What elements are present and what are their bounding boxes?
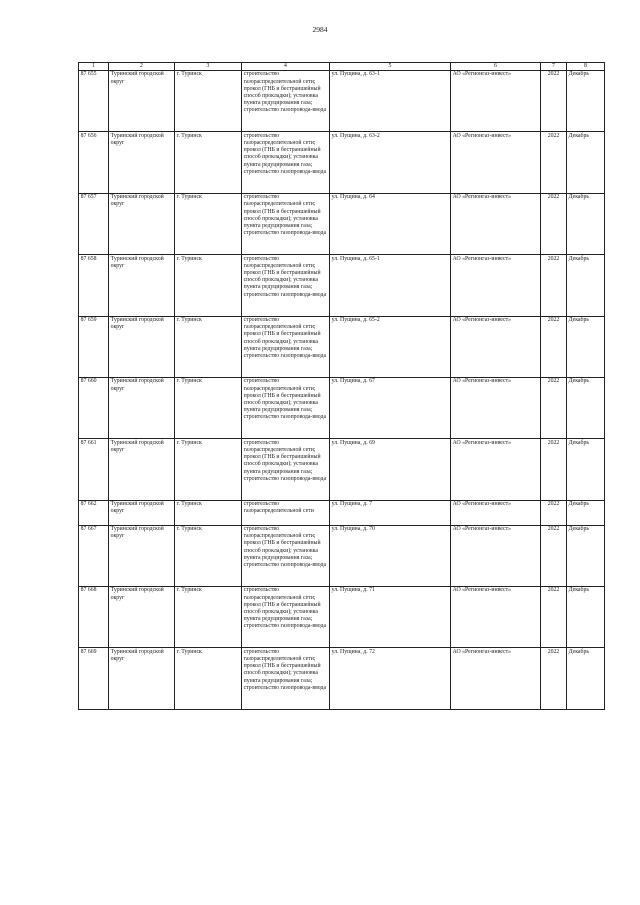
column-header: 6 <box>451 63 541 71</box>
table-row <box>79 500 605 525</box>
work-type-cell: строительство газораспределительной сети <box>242 500 330 525</box>
work-type-cell: строительство газораспределительной сети; прокол (ГНБ и бестраншейный способ прокладки); установка пункта редуцирования газа; строительство газопровода-ввода <box>242 648 330 709</box>
address-cell: ул. Пущина, д. 63-2 <box>330 132 451 193</box>
table-row <box>79 193 605 254</box>
district-cell: Туринский городской округ <box>109 500 175 525</box>
column-header: 1 <box>79 63 109 71</box>
work-type-cell: строительство газораспределительной сети; прокол (ГНБ и бестраншейный способ прокладки); установка пункта редуцирования газа; строительство газопровода-ввода <box>242 377 330 438</box>
organization-cell: АО «Регионгаз-инвест» <box>451 500 541 525</box>
locality-cell: г. Туринск <box>175 500 242 525</box>
locality-cell: г. Туринск <box>175 377 242 438</box>
address-cell: ул. Пущина, д. 67 <box>330 377 451 438</box>
organization-cell: АО «Регионгаз-инвест» <box>451 648 541 709</box>
month-cell: Декабрь <box>567 71 605 132</box>
year-cell: 2022 <box>541 377 567 438</box>
district-cell: Туринский городской округ <box>109 377 175 438</box>
locality-cell: г. Туринск <box>175 132 242 193</box>
address-cell: ул. Пущина, д. 69 <box>330 439 451 500</box>
table-row <box>79 648 605 709</box>
work-type-cell: строительство газораспределительной сети; прокол (ГНБ и бестраншейный способ прокладки); установка пункта редуцирования газа; строительство газопровода-ввода <box>242 71 330 132</box>
column-header: 2 <box>109 63 175 71</box>
table-row <box>79 439 605 500</box>
table-row <box>79 255 605 316</box>
address-cell: ул. Пущина, д. 65-1 <box>330 255 451 316</box>
work-type-cell: строительство газораспределительной сети; прокол (ГНБ и бестраншейный способ прокладки); установка пункта редуцирования газа; строительство газопровода-ввода <box>242 439 330 500</box>
registry-table <box>78 62 605 710</box>
row-number-cell: 87 655 <box>79 71 109 132</box>
address-cell: ул. Пущина, д. 70 <box>330 525 451 586</box>
district-cell: Туринский городской округ <box>109 316 175 377</box>
year-cell: 2022 <box>541 525 567 586</box>
column-header: 7 <box>541 63 567 71</box>
month-cell: Декабрь <box>567 193 605 254</box>
address-cell: ул. Пущина, д. 63-1 <box>330 71 451 132</box>
organization-cell: АО «Регионгаз-инвест» <box>451 439 541 500</box>
locality-cell: г. Туринск <box>175 648 242 709</box>
row-number-cell: 87 669 <box>79 648 109 709</box>
district-cell: Туринский городской округ <box>109 648 175 709</box>
month-cell: Декабрь <box>567 648 605 709</box>
work-type-cell: строительство газораспределительной сети; прокол (ГНБ и бестраншейный способ прокладки); установка пункта редуцирования газа; строительство газопровода-ввода <box>242 132 330 193</box>
month-cell: Декабрь <box>567 255 605 316</box>
locality-cell: г. Туринск <box>175 587 242 648</box>
row-number-cell: 87 656 <box>79 132 109 193</box>
organization-cell: АО «Регионгаз-инвест» <box>451 255 541 316</box>
month-cell: Декабрь <box>567 132 605 193</box>
table-row <box>79 71 605 132</box>
locality-cell: г. Туринск <box>175 255 242 316</box>
column-header: 4 <box>242 63 330 71</box>
year-cell: 2022 <box>541 439 567 500</box>
district-cell: Туринский городской округ <box>109 525 175 586</box>
table-row <box>79 316 605 377</box>
month-cell: Декабрь <box>567 525 605 586</box>
table-body <box>79 71 605 710</box>
month-cell: Декабрь <box>567 587 605 648</box>
table-row <box>79 587 605 648</box>
work-type-cell: строительство газораспределительной сети; прокол (ГНБ и бестраншейный способ прокладки); установка пункта редуцирования газа; строительство газопровода-ввода <box>242 587 330 648</box>
column-header: 3 <box>175 63 242 71</box>
row-number-cell: 87 659 <box>79 316 109 377</box>
work-type-cell: строительство газораспределительной сети; прокол (ГНБ и бестраншейный способ прокладки); установка пункта редуцирования газа; строительство газопровода-ввода <box>242 255 330 316</box>
organization-cell: АО «Регионгаз-инвест» <box>451 193 541 254</box>
year-cell: 2022 <box>541 316 567 377</box>
locality-cell: г. Туринск <box>175 439 242 500</box>
organization-cell: АО «Регионгаз-инвест» <box>451 525 541 586</box>
locality-cell: г. Туринск <box>175 193 242 254</box>
month-cell: Декабрь <box>567 377 605 438</box>
row-number-cell: 87 667 <box>79 525 109 586</box>
address-cell: ул. Пущина, д. 72 <box>330 648 451 709</box>
month-cell: Декабрь <box>567 316 605 377</box>
district-cell: Туринский городской округ <box>109 193 175 254</box>
year-cell: 2022 <box>541 71 567 132</box>
row-number-cell: 87 657 <box>79 193 109 254</box>
column-header: 5 <box>330 63 451 71</box>
year-cell: 2022 <box>541 132 567 193</box>
address-cell: ул. Пущина, д. 64 <box>330 193 451 254</box>
year-cell: 2022 <box>541 255 567 316</box>
district-cell: Туринский городской округ <box>109 71 175 132</box>
organization-cell: АО «Регионгаз-инвест» <box>451 377 541 438</box>
address-cell: ул. Пущина, д. 65-2 <box>330 316 451 377</box>
month-cell: Декабрь <box>567 500 605 525</box>
address-cell: ул. Пущина, д. 71 <box>330 587 451 648</box>
district-cell: Туринский городской округ <box>109 132 175 193</box>
work-type-cell: строительство газораспределительной сети; прокол (ГНБ и бестраншейный способ прокладки); установка пункта редуцирования газа; строительство газопровода-ввода <box>242 316 330 377</box>
organization-cell: АО «Регионгаз-инвест» <box>451 71 541 132</box>
row-number-cell: 87 661 <box>79 439 109 500</box>
district-cell: Туринский городской округ <box>109 255 175 316</box>
year-cell: 2022 <box>541 648 567 709</box>
district-cell: Туринский городской округ <box>109 439 175 500</box>
locality-cell: г. Туринск <box>175 525 242 586</box>
table-row <box>79 132 605 193</box>
column-number-row <box>79 63 605 71</box>
locality-cell: г. Туринск <box>175 71 242 132</box>
row-number-cell: 87 668 <box>79 587 109 648</box>
row-number-cell: 87 660 <box>79 377 109 438</box>
address-cell: ул. Пущина, д. 7 <box>330 500 451 525</box>
table-row <box>79 525 605 586</box>
year-cell: 2022 <box>541 587 567 648</box>
year-cell: 2022 <box>541 193 567 254</box>
table-header <box>79 63 605 71</box>
work-type-cell: строительство газораспределительной сети; прокол (ГНБ и бестраншейный способ прокладки); установка пункта редуцирования газа; строительство газопровода-ввода <box>242 525 330 586</box>
year-cell: 2022 <box>541 500 567 525</box>
organization-cell: АО «Регионгаз-инвест» <box>451 316 541 377</box>
locality-cell: г. Туринск <box>175 316 242 377</box>
page-number: 2984 <box>312 25 328 34</box>
work-type-cell: строительство газораспределительной сети; прокол (ГНБ и бестраншейный способ прокладки); установка пункта редуцирования газа; строительство газопровода-ввода <box>242 193 330 254</box>
district-cell: Туринский городской округ <box>109 587 175 648</box>
column-header: 8 <box>567 63 605 71</box>
table-row <box>79 377 605 438</box>
row-number-cell: 87 658 <box>79 255 109 316</box>
row-number-cell: 87 662 <box>79 500 109 525</box>
organization-cell: АО «Регионгаз-инвест» <box>451 132 541 193</box>
organization-cell: АО «Регионгаз-инвест» <box>451 587 541 648</box>
month-cell: Декабрь <box>567 439 605 500</box>
